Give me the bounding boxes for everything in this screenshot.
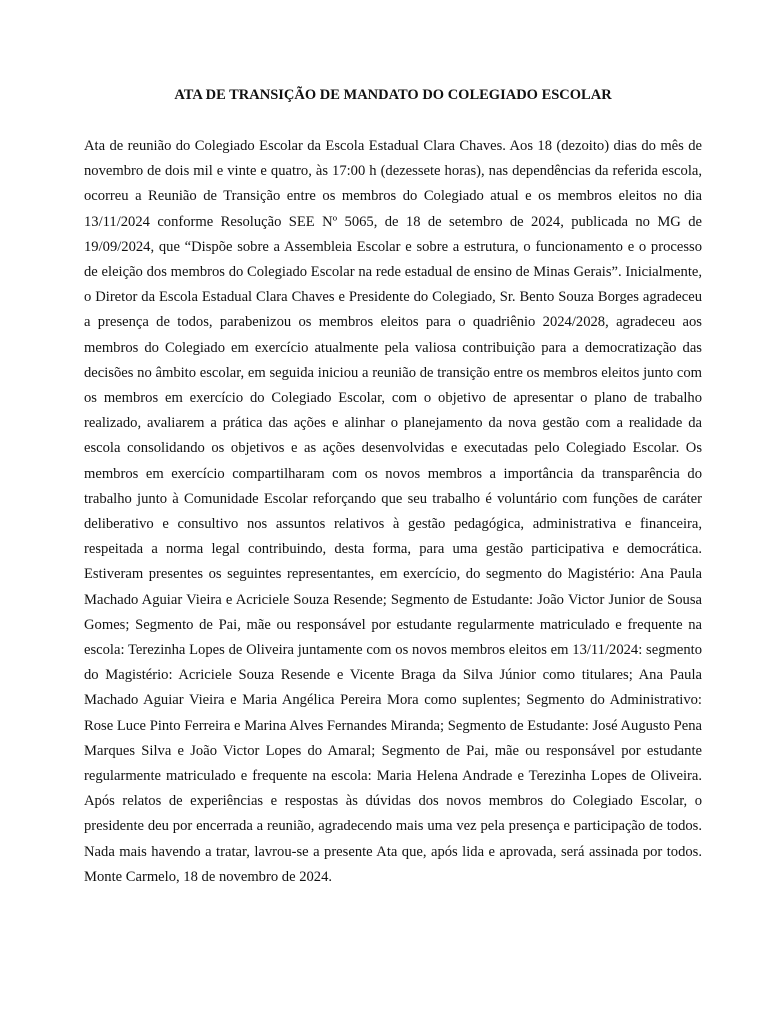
- document-body-paragraph: Ata de reunião do Colegiado Escolar da Escola Estadual Clara Chaves. Aos 18 (dezoito) dias do mês de novembro de dois mil e vinte e quatro, às 17:00 h (dezessete horas), nas dependências da referida escola, ocorreu a Reunião de Transição entre os membros do Colegiado atual e os membros eleitos no dia 13/11/2024 conforme Resolução SEE Nº 5065, de 18 de setembro de 2024, publicada no MG de 19/09/2024, que “Dispõe sobre a Assembleia Escolar e sobre a estrutura, o funcionamento e o processo de eleição dos membros do Colegiado Escolar na rede estadual de ensino de Minas Gerais”. Inicialmente, o Diretor da Escola Estadual Clara Chaves e Presidente do Colegiado, Sr. Bento Souza Borges agradeceu a presença de todos, parabenizou os membros eleitos para o quadriênio 2024/2028, agradeceu aos membros do Colegiado em exercício atualmente pela valiosa contribuição para a democratização das decisões no âmbito escolar, em seguida iniciou a reunião de transição entre os membros eleitos junto com os membros em exercício do Colegiado Escolar, com o objetivo de apresentar o plano de trabalho realizado, avaliarem a prática das ações e alinhar o planejamento da nova gestão com a realidade da escola consolidando os objetivos e as ações desenvolvidas e executadas pelo Colegiado Escolar. Os membros em exercício compartilharam com os novos membros a importância da transparência do trabalho junto à Comunidade Escolar reforçando que seu trabalho é voluntário com funções de caráter deliberativo e consultivo nos assuntos relativos à gestão pedagógica, administrativa e financeira, respeitada a norma legal contribuindo, desta forma, para uma gestão participativa e democrática. Estiveram presentes os seguintes representantes, em exercício, do segmento do Magistério: Ana Paula Machado Aguiar Vieira e Acriciele Souza Resende; Segmento de Estudante: João Victor Junior de Sousa Gomes; Segmento de Pai, mãe ou responsável por estudante regularmente matriculado e frequente na escola: Terezinha Lopes de Oliveira juntamente com os novos membros eleitos em 13/11/2024: segmento do Magistério: Acriciele Souza Resende e Vicente Braga da Silva Júnior como titulares; Ana Paula Machado Aguiar Vieira e Maria Angélica Pereira Mora como suplentes; Segmento do Administrativo: Rose Luce Pinto Ferreira e Marina Alves Fernandes Miranda; Segmento de Estudante: José Augusto Pena Marques Silva e João Victor Lopes do Amaral; Segmento de Pai, mãe ou responsável por estudante regularmente matriculado e frequente na escola: Maria Helena Andrade e Terezinha Lopes de Oliveira. Após relatos de experiências e respostas às dúvidas dos novos membros do Colegiado Escolar, o presidente deu por encerrada a reunião, agradecendo mais uma vez pela presença e participação de todos. Nada mais havendo a tratar, lavrou-se a presente Ata que, após lida e aprovada, será assinada por todos. Monte Carmelo, 18 de novembro de 2024.: [84, 138, 702, 885]
- document-title: ATA DE TRANSIÇÃO DE MANDATO DO COLEGIADO ESCOLAR: [174, 87, 612, 103]
